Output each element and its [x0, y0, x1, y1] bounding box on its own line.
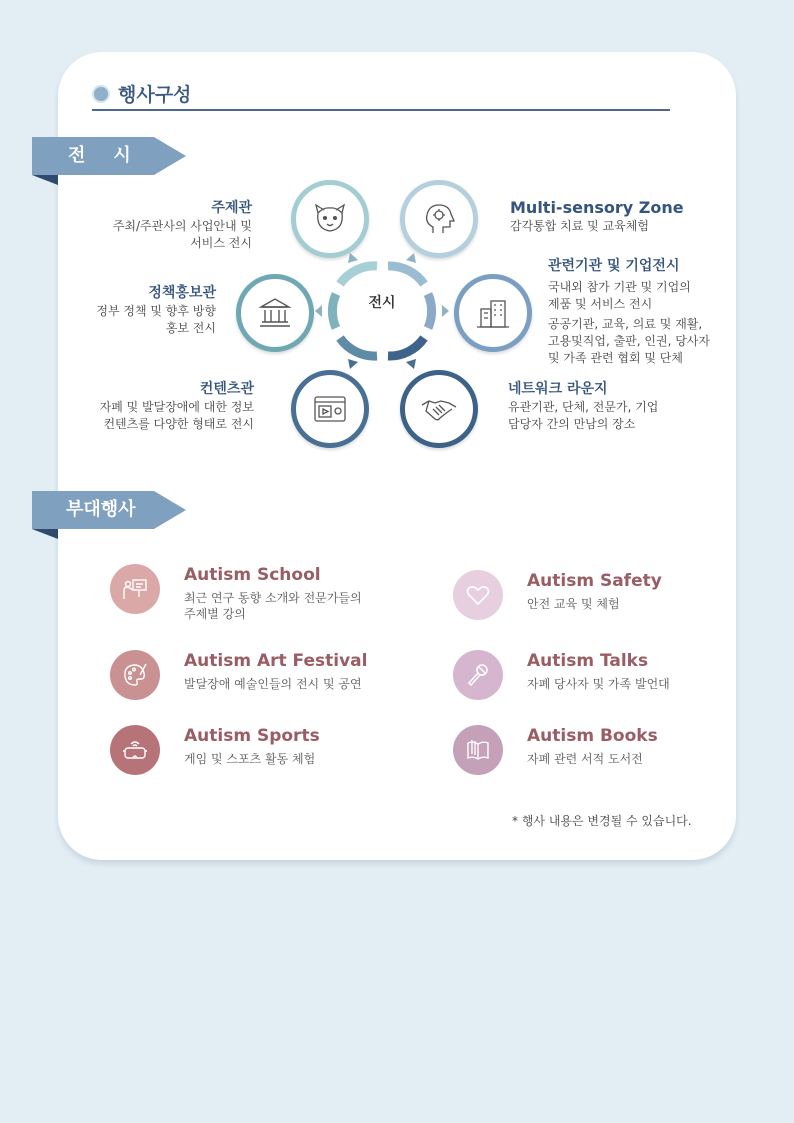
event-desc-line: 최근 연구 동향 소개와 전문가들의 [184, 591, 362, 605]
handshake-icon [419, 389, 459, 429]
policy-zone-circle [236, 274, 314, 352]
cycle-center-label: 전시 [368, 295, 396, 311]
institution-zone-circle [454, 274, 532, 352]
institution-zone-info [548, 256, 728, 367]
event-title: Autism Talks [527, 651, 649, 671]
palette-icon [121, 661, 149, 689]
event-autism-sports [110, 725, 320, 775]
event-icon-badge [453, 725, 503, 775]
event-autism-books [453, 725, 658, 775]
theme-zone-info [70, 198, 252, 252]
multisensory-zone-circle [400, 180, 478, 258]
zone-desc-line: 및 가족 관련 협회 및 단체 [548, 351, 683, 365]
zone-title: 컨텐츠관 [199, 381, 254, 397]
policy-zone-info [70, 283, 216, 337]
network-zone-circle [400, 370, 478, 448]
event-title: Autism Safety [527, 571, 662, 591]
zone-title: 정책홍보관 [148, 285, 216, 301]
zone-desc-line: 제품 및 서비스 전시 [548, 297, 653, 311]
network-zone-info [508, 379, 708, 433]
media-window-icon [310, 389, 350, 429]
zone-desc-line: 컨텐츠를 다양한 형태로 전시 [103, 417, 254, 431]
event-desc-line: 안전 교육 및 체험 [527, 597, 620, 611]
brain-gear-icon [419, 199, 459, 239]
circle-bullet-icon [92, 85, 110, 103]
zone-desc-line: 공공기관, 교육, 의료 및 재활, [548, 317, 703, 331]
change-notice: * 행사 내용은 변경될 수 있습니다. [512, 814, 692, 828]
zone-desc-line: 서비스 전시 [190, 236, 252, 250]
event-desc-line: 게임 및 스포츠 활동 체험 [184, 752, 316, 766]
event-title: Autism Books [527, 726, 658, 746]
event-desc-line: 발달장애 예술인들의 전시 및 공연 [184, 677, 362, 691]
multisensory-zone-info [510, 198, 730, 235]
section-title: 행사구성 [118, 84, 192, 106]
dog-face-icon [310, 199, 350, 239]
event-autism-safety [453, 570, 662, 620]
zone-title: Multi-sensory Zone [510, 198, 684, 217]
zone-desc-line: 담당자 간의 만남의 장소 [508, 417, 636, 431]
zone-desc-line: 자폐 및 발달장애에 대한 정보 [99, 400, 254, 414]
microphone-icon [464, 661, 492, 689]
open-book-icon [464, 736, 492, 764]
event-title: Autism School [184, 565, 321, 585]
zone-desc-line: 주최/주관사의 사업안내 및 [112, 219, 252, 233]
event-autism-talks [453, 650, 670, 700]
zone-desc-line: 감각통합 치료 및 교육체험 [510, 219, 649, 233]
event-icon-badge [110, 650, 160, 700]
exhibition-ribbon-label: 전시 [68, 145, 159, 166]
theme-zone-circle [291, 180, 369, 258]
event-icon-badge [453, 650, 503, 700]
event-desc-line: 자폐 당사자 및 가족 발언대 [527, 677, 670, 691]
contents-zone-circle [291, 370, 369, 448]
zone-desc-line: 국내외 참가 기관 및 기업의 [548, 280, 691, 294]
zone-desc-line: 유관기관, 단체, 전문가, 기업 [508, 400, 659, 414]
zone-title: 네트워크 라운지 [508, 381, 608, 397]
heart-icon [464, 581, 492, 609]
event-desc-line: 자폐 관련 서적 도서전 [527, 752, 643, 766]
zone-desc-line: 고용및직업, 출판, 인권, 당사자 [548, 334, 710, 348]
teacher-board-icon [121, 575, 149, 603]
event-icon-badge [110, 725, 160, 775]
event-icon-badge [453, 570, 503, 620]
event-title: Autism Art Festival [184, 651, 368, 671]
section-heading [92, 80, 191, 107]
zone-title: 주제관 [211, 200, 252, 216]
government-building-icon [255, 293, 295, 333]
event-desc-line: 주제별 강의 [184, 607, 246, 621]
vr-headset-icon [121, 736, 149, 764]
event-title: Autism Sports [184, 726, 320, 746]
office-buildings-icon [473, 293, 513, 333]
event-autism-school [110, 564, 362, 622]
title-divider [92, 109, 670, 111]
side-events-ribbon-label: 부대행사 [66, 499, 136, 520]
event-autism-art-festival [110, 650, 367, 700]
contents-zone-info [70, 379, 254, 433]
zone-desc-line: 홍보 전시 [165, 321, 216, 335]
zone-desc-line: 정부 정책 및 향후 방향 [96, 304, 216, 318]
zone-title: 관련기관 및 기업전시 [548, 258, 680, 274]
event-icon-badge [110, 564, 160, 614]
